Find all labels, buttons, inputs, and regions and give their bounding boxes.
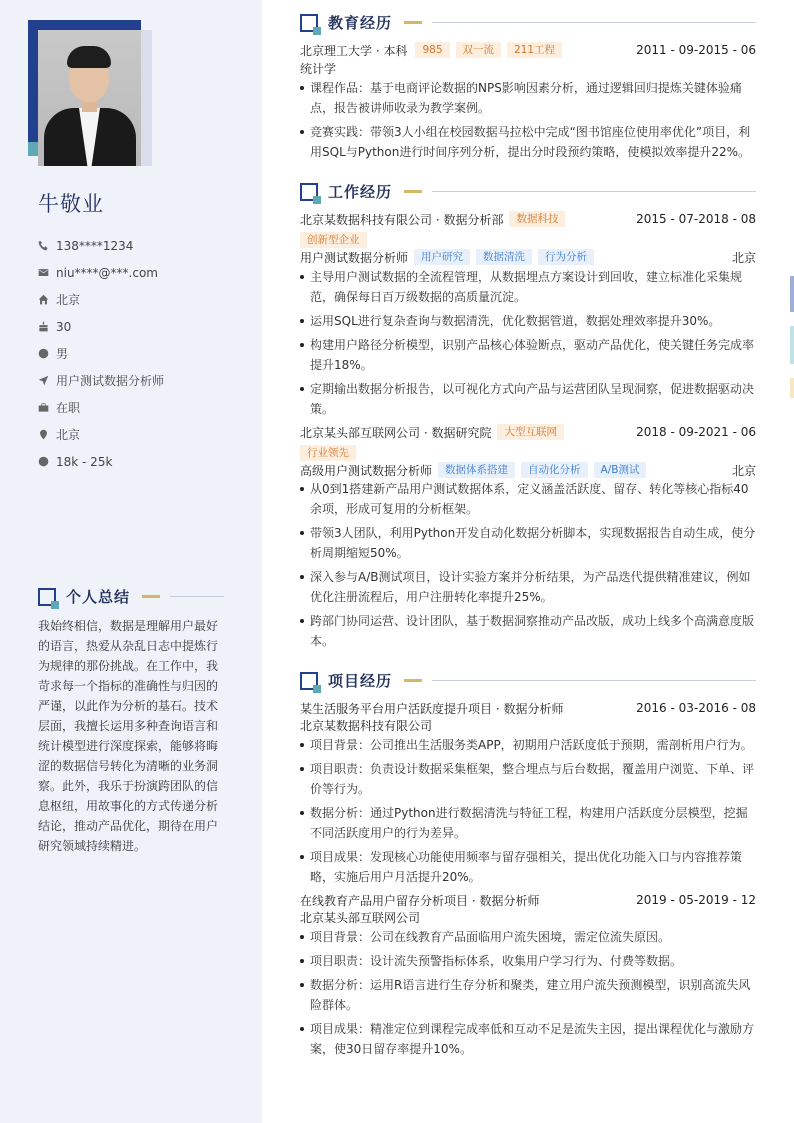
candidate-name: 牛敬业 <box>38 192 104 216</box>
phone-icon <box>38 240 49 251</box>
school-name: 北京理工大学 · 本科 <box>300 43 408 58</box>
info-text: 138****1234 <box>56 238 134 253</box>
school-tag: 985 <box>415 42 449 58</box>
project-bullets <box>300 735 756 891</box>
section-square-icon <box>38 588 56 606</box>
home-icon <box>38 294 49 305</box>
summary-text: 我始终相信，数据是理解用户最好的语言，热爱从杂乱日志中提炼行为规律的那份挑战。在工作中，我苛求每一个指标的准确性与归因的严谨，以此作为分析的基石。技术层面，我擅长运用多种查询语言和统计模型进行深度探索，能够将晦涩的数据信号转化为清晰的业务洞察。此外，我乐于扮演跨团队的信息枢纽，用故事化的方式传递分析结论，推动产品优化，期待在用户研究领域持续精进。 <box>38 619 219 853</box>
briefcase-icon <box>38 402 49 413</box>
job-bullets <box>300 479 756 655</box>
job-tag-row <box>300 444 756 462</box>
job-date: 2018 - 09-2021 - 06 <box>636 425 756 439</box>
section-divider <box>432 22 756 23</box>
gold-accent <box>404 21 422 24</box>
summary-section-header <box>38 586 224 607</box>
school-tag: 211工程 <box>507 42 562 58</box>
list-item: 定期输出数据分析报告，以可视化方式向产品与运营团队呈现洞察，促进数据驱动决策。 <box>300 379 756 419</box>
info-item-salary <box>38 448 164 475</box>
info-text: 北京 <box>56 293 81 307</box>
list-item: 主导用户测试数据的全流程管理，从数据埋点方案设计到回收，建立标准化采集规范，确保每日百万级数据的高质量沉淀。 <box>300 267 756 307</box>
project-date: 2016 - 03-2016 - 08 <box>636 701 756 715</box>
sidebar <box>0 0 262 1123</box>
job-header-row <box>300 210 756 228</box>
section-divider <box>170 596 224 597</box>
list-item: 项目成果：精准定位到课程完成率低和互动不足是流失主因，提出课程优化与激励方案，使30日留存率提升10%。 <box>300 1019 756 1059</box>
list-item: 项目背景：公司在线教育产品面临用户流失困境，需定位流失原因。 <box>300 927 756 947</box>
list-item: 数据分析：通过Python进行数据清洗与特征工程，构建用户活跃度分层模型，挖掘不同活跃度用户的行为差异。 <box>300 803 756 843</box>
mail-icon <box>38 267 49 278</box>
job-header-row <box>300 423 756 441</box>
work-title: 工作经历 <box>328 183 393 201</box>
info-item-city <box>38 286 164 313</box>
skill-tag: 行为分析 <box>538 249 594 265</box>
list-item: 项目成果：发现核心功能使用频率与留存强相关，提出优化功能入口与内容推荐策略，实施后用户月活提升20%。 <box>300 847 756 887</box>
company-tag: 大型互联网 <box>497 424 564 440</box>
education-header-row <box>300 41 756 59</box>
info-item-position <box>38 367 164 394</box>
project-header-row <box>300 891 756 909</box>
list-item: 深入参与A/B测试项目，设计实验方案并分析结果，为产品迭代提供精准建议，例如优化注册流程后，用户注册转化率提升25%。 <box>300 567 756 607</box>
edge-marker <box>790 326 794 364</box>
list-item: 构建用户路径分析模型，识别产品核心体验断点，驱动产品优化，使关键任务完成率提升18%。 <box>300 335 756 375</box>
project-name: 在线教育产品用户留存分析项目 · 数据分析师 <box>300 893 540 908</box>
edge-marker <box>790 378 794 398</box>
location-icon <box>38 429 49 440</box>
avatar <box>28 20 152 166</box>
job-date: 2015 - 07-2018 - 08 <box>636 212 756 226</box>
company-tag: 创新型企业 <box>300 232 367 248</box>
summary-title: 个人总结 <box>66 588 131 606</box>
work-section-header <box>300 181 756 202</box>
list-item: 项目背景：公司推出生活服务类APP，初期用户活跃度低于预期，需剖析用户行为。 <box>300 735 756 755</box>
info-text: 18k - 25k <box>56 454 113 469</box>
section-square-icon <box>300 14 318 32</box>
cake-icon <box>38 321 49 332</box>
info-text: 男 <box>56 347 69 361</box>
education-major: 统计学 <box>300 62 337 76</box>
education-title: 教育经历 <box>328 14 393 32</box>
projects-title: 项目经历 <box>328 672 393 690</box>
info-text: 北京 <box>56 428 81 442</box>
send-icon <box>38 375 49 386</box>
face-icon <box>38 348 49 359</box>
job-city: 北京 <box>731 250 756 265</box>
education-bullets <box>300 78 756 166</box>
profile-photo <box>38 30 141 166</box>
company-tag: 行业领先 <box>300 445 356 461</box>
list-item: 带领3人团队，利用Python开发自动化数据分析脚本，实现数据报告自动生成，使分析周期缩短50%。 <box>300 523 756 563</box>
list-item: 跨部门协同运营、设计团队，基于数据洞察推动产品改版，成功上线多个高满意度版本。 <box>300 611 756 651</box>
edge-marker <box>790 276 794 312</box>
education-date: 2011 - 09-2015 - 06 <box>636 43 756 57</box>
info-item-phone <box>38 232 164 259</box>
list-item: 课程作品：基于电商评论数据的NPS影响因素分析，通过逻辑回归提炼关键体验痛点，报告被讲师收录为教学案例。 <box>300 78 756 118</box>
info-item-email <box>38 259 164 286</box>
project-bullets <box>300 927 756 1063</box>
job-bullets <box>300 267 756 423</box>
gold-accent <box>404 190 422 193</box>
skill-tag: A/B测试 <box>594 462 647 478</box>
job-position-row <box>300 248 756 266</box>
job-position: 用户测试数据分析师 <box>300 250 409 265</box>
section-square-icon <box>300 672 318 690</box>
info-item-age <box>38 313 164 340</box>
job-tag-row <box>300 231 756 249</box>
skill-tag: 用户研究 <box>414 249 470 265</box>
list-item: 竞赛实践：带领3人小组在校园数据马拉松中完成“图书馆座位使用率优化”项目，利用SQL与Python进行时间序列分析，提出分时段预约策略，使模拟效率提升22%。 <box>300 122 756 162</box>
company-tag: 数据科技 <box>509 211 565 227</box>
school-tag: 双一流 <box>456 42 502 58</box>
info-text: 用户测试数据分析师 <box>56 374 165 388</box>
projects-section-header <box>300 670 756 691</box>
skill-tag: 自动化分析 <box>521 462 588 478</box>
project-company: 北京某数据科技有限公司 <box>300 719 433 733</box>
info-text: 30 <box>56 319 72 334</box>
list-item: 从0到1搭建新产品用户测试数据体系，定义涵盖活跃度、留存、转化等核心指标40余项，形成可复用的分析框架。 <box>300 479 756 519</box>
gold-accent <box>404 679 422 682</box>
education-section-header <box>300 12 756 33</box>
salary-icon <box>38 456 49 467</box>
list-item: 项目职责：设计流失预警指标体系，收集用户学习行为、付费等数据。 <box>300 951 756 971</box>
list-item: 数据分析：运用R语言进行生存分析和聚类，建立用户流失预测模型，识别高流失风险群体。 <box>300 975 756 1015</box>
info-item-status <box>38 394 164 421</box>
project-header-row <box>300 699 756 717</box>
list-item: 运用SQL进行复杂查询与数据清洗，优化数据管道，数据处理效率提升30%。 <box>300 311 756 331</box>
skill-tag: 数据清洗 <box>476 249 532 265</box>
section-square-icon <box>300 183 318 201</box>
section-divider <box>432 680 756 681</box>
company-name: 北京某数据科技有限公司 · 数据分析部 <box>300 212 504 227</box>
job-position: 高级用户测试数据分析师 <box>300 463 433 478</box>
list-item: 项目职责：负责设计数据采集框架，整合埋点与后台数据，覆盖用户浏览、下单、评价等行为。 <box>300 759 756 799</box>
job-city: 北京 <box>731 463 756 478</box>
project-name: 某生活服务平台用户活跃度提升项目 · 数据分析师 <box>300 701 564 716</box>
gold-accent <box>142 595 160 598</box>
contact-info-list <box>38 232 164 475</box>
info-text: niu****@***.com <box>56 265 158 280</box>
company-name: 北京某头部互联网公司 · 数据研究院 <box>300 425 492 440</box>
section-divider <box>432 191 756 192</box>
info-item-location <box>38 421 164 448</box>
info-text: 在职 <box>56 401 81 415</box>
job-position-row <box>300 461 756 479</box>
project-date: 2019 - 05-2019 - 12 <box>636 893 756 907</box>
info-item-gender <box>38 340 164 367</box>
project-company: 北京某头部互联网公司 <box>300 911 421 925</box>
skill-tag: 数据体系搭建 <box>438 462 515 478</box>
